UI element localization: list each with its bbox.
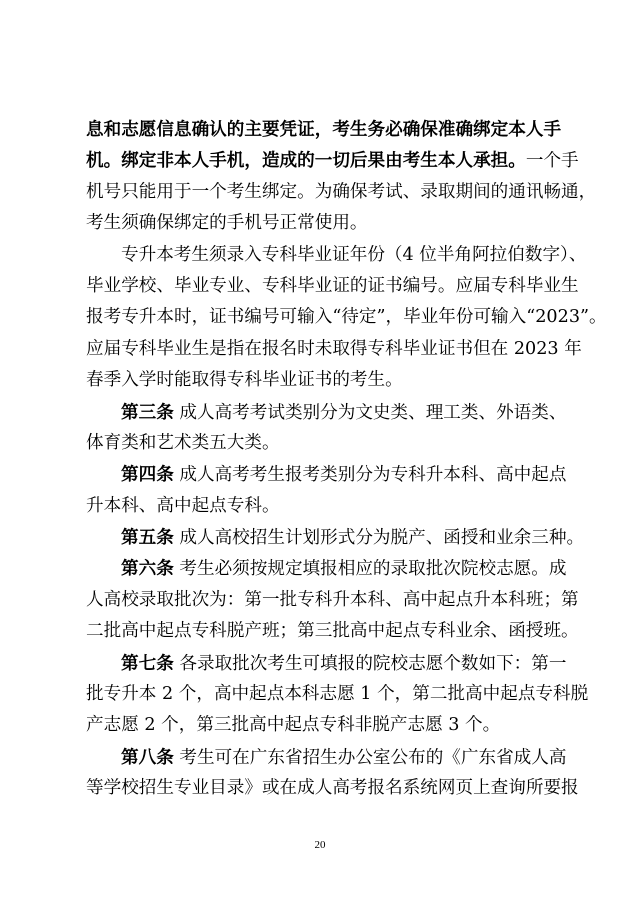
text-line [86, 208, 560, 239]
text-line [86, 491, 560, 522]
page-number: 20 [314, 839, 326, 851]
text-segment: 考生必须按规定填报相应的录取批次院校志愿。成 [173, 559, 567, 580]
text-segment: 春季入学时能取得专科毕业证书的考生。 [86, 370, 403, 391]
text-segment: 等学校招生专业目录》或在成人高考报名系统网页上查询所要报 [86, 778, 579, 799]
bold-text-segment: 第七条 [121, 652, 174, 674]
text-segment: 报考专升本时，证书编号可输入“待定”，毕业年份可输入“2023”。 [86, 307, 607, 328]
text-segment: 升本科、高中起点专科。 [86, 495, 280, 516]
text-segment: 体育类和艺术类五大类。 [86, 432, 280, 453]
text-line [86, 397, 567, 428]
text-segment: 成人高考考试类别分为文史类、理工类、外语类、 [173, 402, 567, 423]
text-segment: 人高校录取批次为：第一批专科升本科、高中起点升本科班；第 [86, 589, 579, 610]
text-segment: 应届专科毕业生是指在报名时未取得专科毕业证书但在 2023 年 [86, 338, 582, 359]
bold-text-segment: 第三条 [121, 401, 174, 423]
text-segment: 机号只能用于一个考生绑定。为确保考试、录取期间的通讯畅通， [86, 181, 597, 202]
text-line [86, 616, 579, 647]
text-line [86, 365, 560, 396]
text-line [86, 428, 560, 459]
text-line [86, 177, 597, 208]
text-line [86, 271, 579, 302]
text-line [86, 145, 579, 176]
text-segment: 二批高中起点专科脱产班；第三批高中起点专科业余、函授班。 [86, 621, 579, 642]
text-segment: 考生可在广东省招生办公室公布的《广东省成人高 [173, 747, 567, 768]
bold-text-segment: 机。绑定非本人手机，造成的一切后果由考生本人承担。 [86, 150, 526, 172]
text-line [86, 648, 567, 679]
bold-text-segment: 第四条 [121, 464, 174, 486]
text-line [86, 679, 589, 710]
text-segment: 成人高考考生报考类别分为专科升本科、高中起点 [173, 465, 567, 486]
text-segment: 考生须确保绑定的手机号正常使用。 [86, 213, 368, 234]
text-line [86, 710, 560, 741]
text-line [86, 553, 567, 584]
text-segment: 产志愿 2 个，第三批高中起点专科非脱产志愿 3 个。 [86, 715, 501, 736]
text-line [86, 334, 582, 365]
text-line [86, 114, 560, 145]
text-segment: 专升本考生须录入专科毕业证年份（4 位半角阿拉伯数字）、 [121, 244, 587, 265]
text-segment: 批专升本 2 个，高中起点本科志愿 1 个，第二批高中起点专科脱 [86, 684, 589, 705]
document-body [86, 114, 607, 805]
text-line [86, 742, 567, 773]
text-segment: 各录取批次考生可填报的院校志愿个数如下：第一 [173, 653, 567, 674]
text-line [86, 522, 585, 553]
text-segment: 成人高校招生计划形式分为脱产、函授和业余三种。 [173, 528, 585, 549]
bold-text-segment: 第六条 [121, 558, 174, 580]
text-segment: 一个手 [525, 151, 579, 172]
text-line [86, 585, 579, 616]
text-line [86, 302, 607, 333]
text-line [86, 459, 567, 490]
text-line [86, 240, 587, 271]
bold-text-segment: 第八条 [121, 746, 174, 768]
text-line [86, 773, 579, 804]
bold-text-segment: 第五条 [121, 527, 174, 549]
bold-text-segment: 息和志愿信息确认的主要凭证，考生务必确保准确绑定本人手 [86, 119, 562, 140]
text-segment: 毕业学校、毕业专业、专科毕业证的证书编号。应届专科毕业生 [86, 275, 579, 296]
